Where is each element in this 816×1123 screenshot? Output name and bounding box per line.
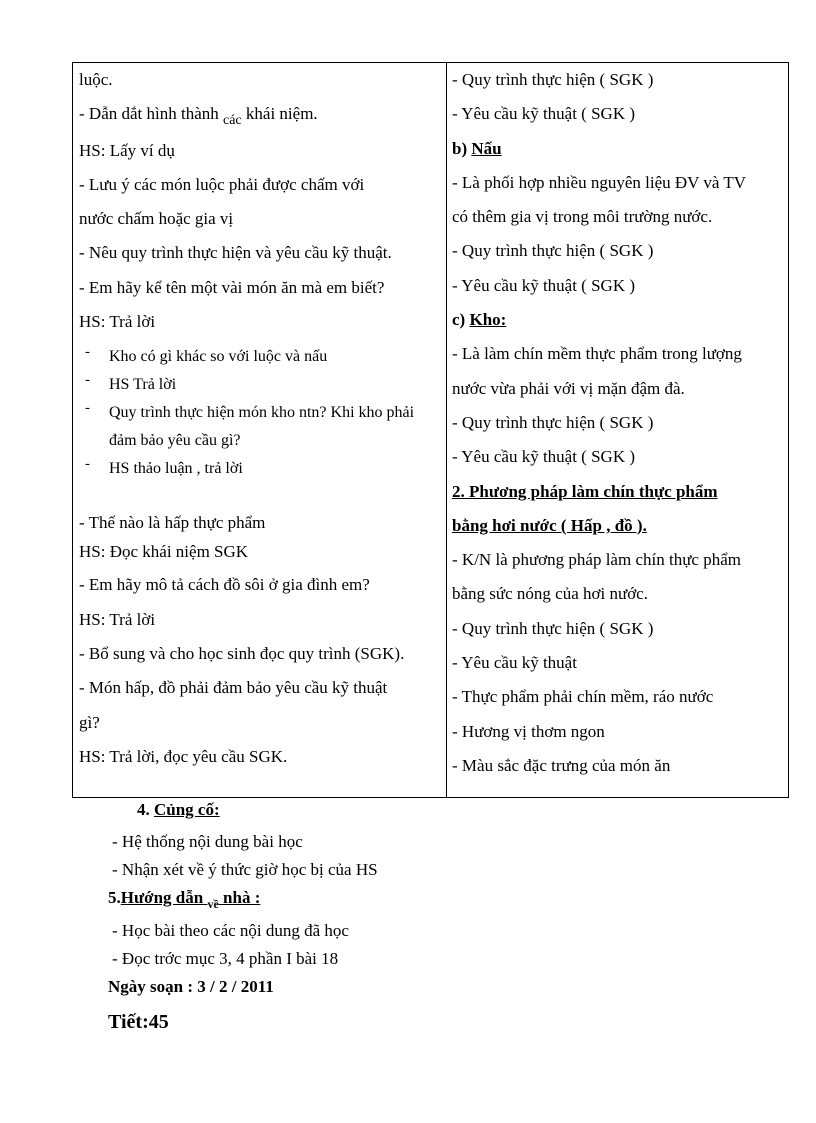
- text-line: - Em hãy mô tả cách đồ sôi ở gia đình em?: [79, 575, 370, 595]
- text-line: - Quy trình thực hiện ( SGK ): [452, 70, 654, 89]
- lesson-period: Tiết:45: [108, 1011, 169, 1033]
- section-heading-c: c) Kho:: [452, 310, 507, 330]
- text-line: - Là làm chín mềm thực phẩm trong lượng: [452, 344, 742, 364]
- bullet-dash: -: [85, 400, 90, 417]
- consolidation-item: - Hệ thống nội dung bài học: [112, 832, 303, 851]
- text-line: - Lưu ý các món luộc phải được chấm với: [79, 174, 365, 194]
- section-heading-2: 2. Phương pháp làm chín thực phẩm: [452, 481, 718, 501]
- text-line: gì?: [79, 712, 100, 732]
- text-line: HS: Trả lời: [79, 312, 156, 332]
- text-line: - Em hãy kể tên một vài món ăn mà em biết?: [79, 277, 385, 297]
- text-line: - Màu sắc đặc trưng của món ăn: [452, 755, 671, 775]
- text-line: - Quy trình thực hiện ( SGK ): [452, 412, 654, 432]
- text-line: nước vừa phải với vị mặn đậm đà.: [452, 378, 685, 398]
- text-line: HS: Trả lời, đọc yêu cầu SGK.: [79, 746, 288, 766]
- text-line: - Yêu cầu kỹ thuật: [452, 653, 577, 673]
- text-line: bằng sức nóng của hơi nước.: [452, 584, 648, 604]
- text-line: luộc.: [79, 70, 113, 89]
- text-line: - K/N là phương pháp làm chín thực phẩm: [452, 550, 741, 570]
- text-line: HS: Lấy ví dụ: [79, 140, 175, 160]
- text-line: - Quy trình thực hiện ( SGK ): [452, 618, 654, 638]
- lesson-table: [72, 62, 789, 798]
- text-line: - Yêu cầu kỹ thuật ( SGK ): [452, 447, 636, 467]
- list-item: - HS Trả lời: [73, 371, 446, 399]
- text-line: - Thực phẩm phải chín mềm, ráo nước: [452, 687, 714, 707]
- section-heading-b: b) Nấu: [452, 138, 502, 158]
- text-line: - Bổ sung và cho học sinh đọc quy trình (SGK).: [79, 643, 405, 663]
- homework-item: - Đọc trớc mục 3, 4 phần I bài 18: [112, 949, 339, 968]
- bullet-dash: -: [85, 456, 90, 473]
- list-item: - Quy trình thực hiện món kho ntn? Khi kho phải đảm bảo yêu cầu gì?: [73, 399, 446, 455]
- inline-small-text: về: [207, 897, 219, 911]
- bullet-dash: -: [85, 372, 90, 389]
- inline-small-text: các: [223, 113, 242, 129]
- bullet-dash: -: [85, 344, 90, 361]
- teacher-student-activity-column: [73, 63, 447, 798]
- homework-heading: 5.Hướng dẫn $_{về}$ nhà :: [108, 888, 261, 911]
- text-line: HS: Trả lời: [79, 609, 156, 629]
- consolidation-heading: 4. Củng cố:: [137, 800, 220, 819]
- text-line: - Món hấp, đồ phải đảm bảo yêu cầu kỹ thuật: [79, 678, 388, 698]
- text-line: - Nêu quy trình thực hiện và yêu cầu kỹ thuật.: [79, 243, 392, 263]
- text-line: có thêm gia vị trong môi trường nước.: [452, 207, 713, 227]
- content-column: [447, 63, 789, 798]
- text-line: - Là phối hợp nhiều nguyên liệu ĐV và TV: [452, 172, 747, 192]
- text-line: - Hương vị thơm ngon: [452, 721, 605, 741]
- list-item: - Kho có gì khác so với luộc và nấu: [73, 343, 446, 371]
- preparation-date: Ngày soạn : 3 / 2 / 2011: [108, 977, 274, 996]
- homework-item: - Học bài theo các nội dung đã học: [112, 921, 349, 940]
- section-heading-2-cont: bằng hơi nước ( Hấp , đồ ).: [452, 515, 647, 535]
- consolidation-item: - Nhận xét về ý thức giờ học bị của HS: [112, 860, 378, 879]
- text-line: - Quy trình thực hiện ( SGK ): [452, 241, 654, 261]
- text-line: nước chấm hoặc gia vị: [79, 209, 234, 229]
- text-line: - Yêu cầu kỹ thuật ( SGK ): [452, 104, 636, 124]
- text-line: - Thế nào là hấp thực phẩm: [79, 513, 266, 533]
- text-line: HS: Đọc khái niệm SGK: [79, 542, 249, 562]
- list-item: - HS thảo luận , trả lời: [73, 455, 446, 483]
- text-line: - Yêu cầu kỹ thuật ( SGK ): [452, 275, 636, 295]
- text-line: - Dẫn dắt hình thành $_{các}$ khái niệm.: [79, 104, 318, 129]
